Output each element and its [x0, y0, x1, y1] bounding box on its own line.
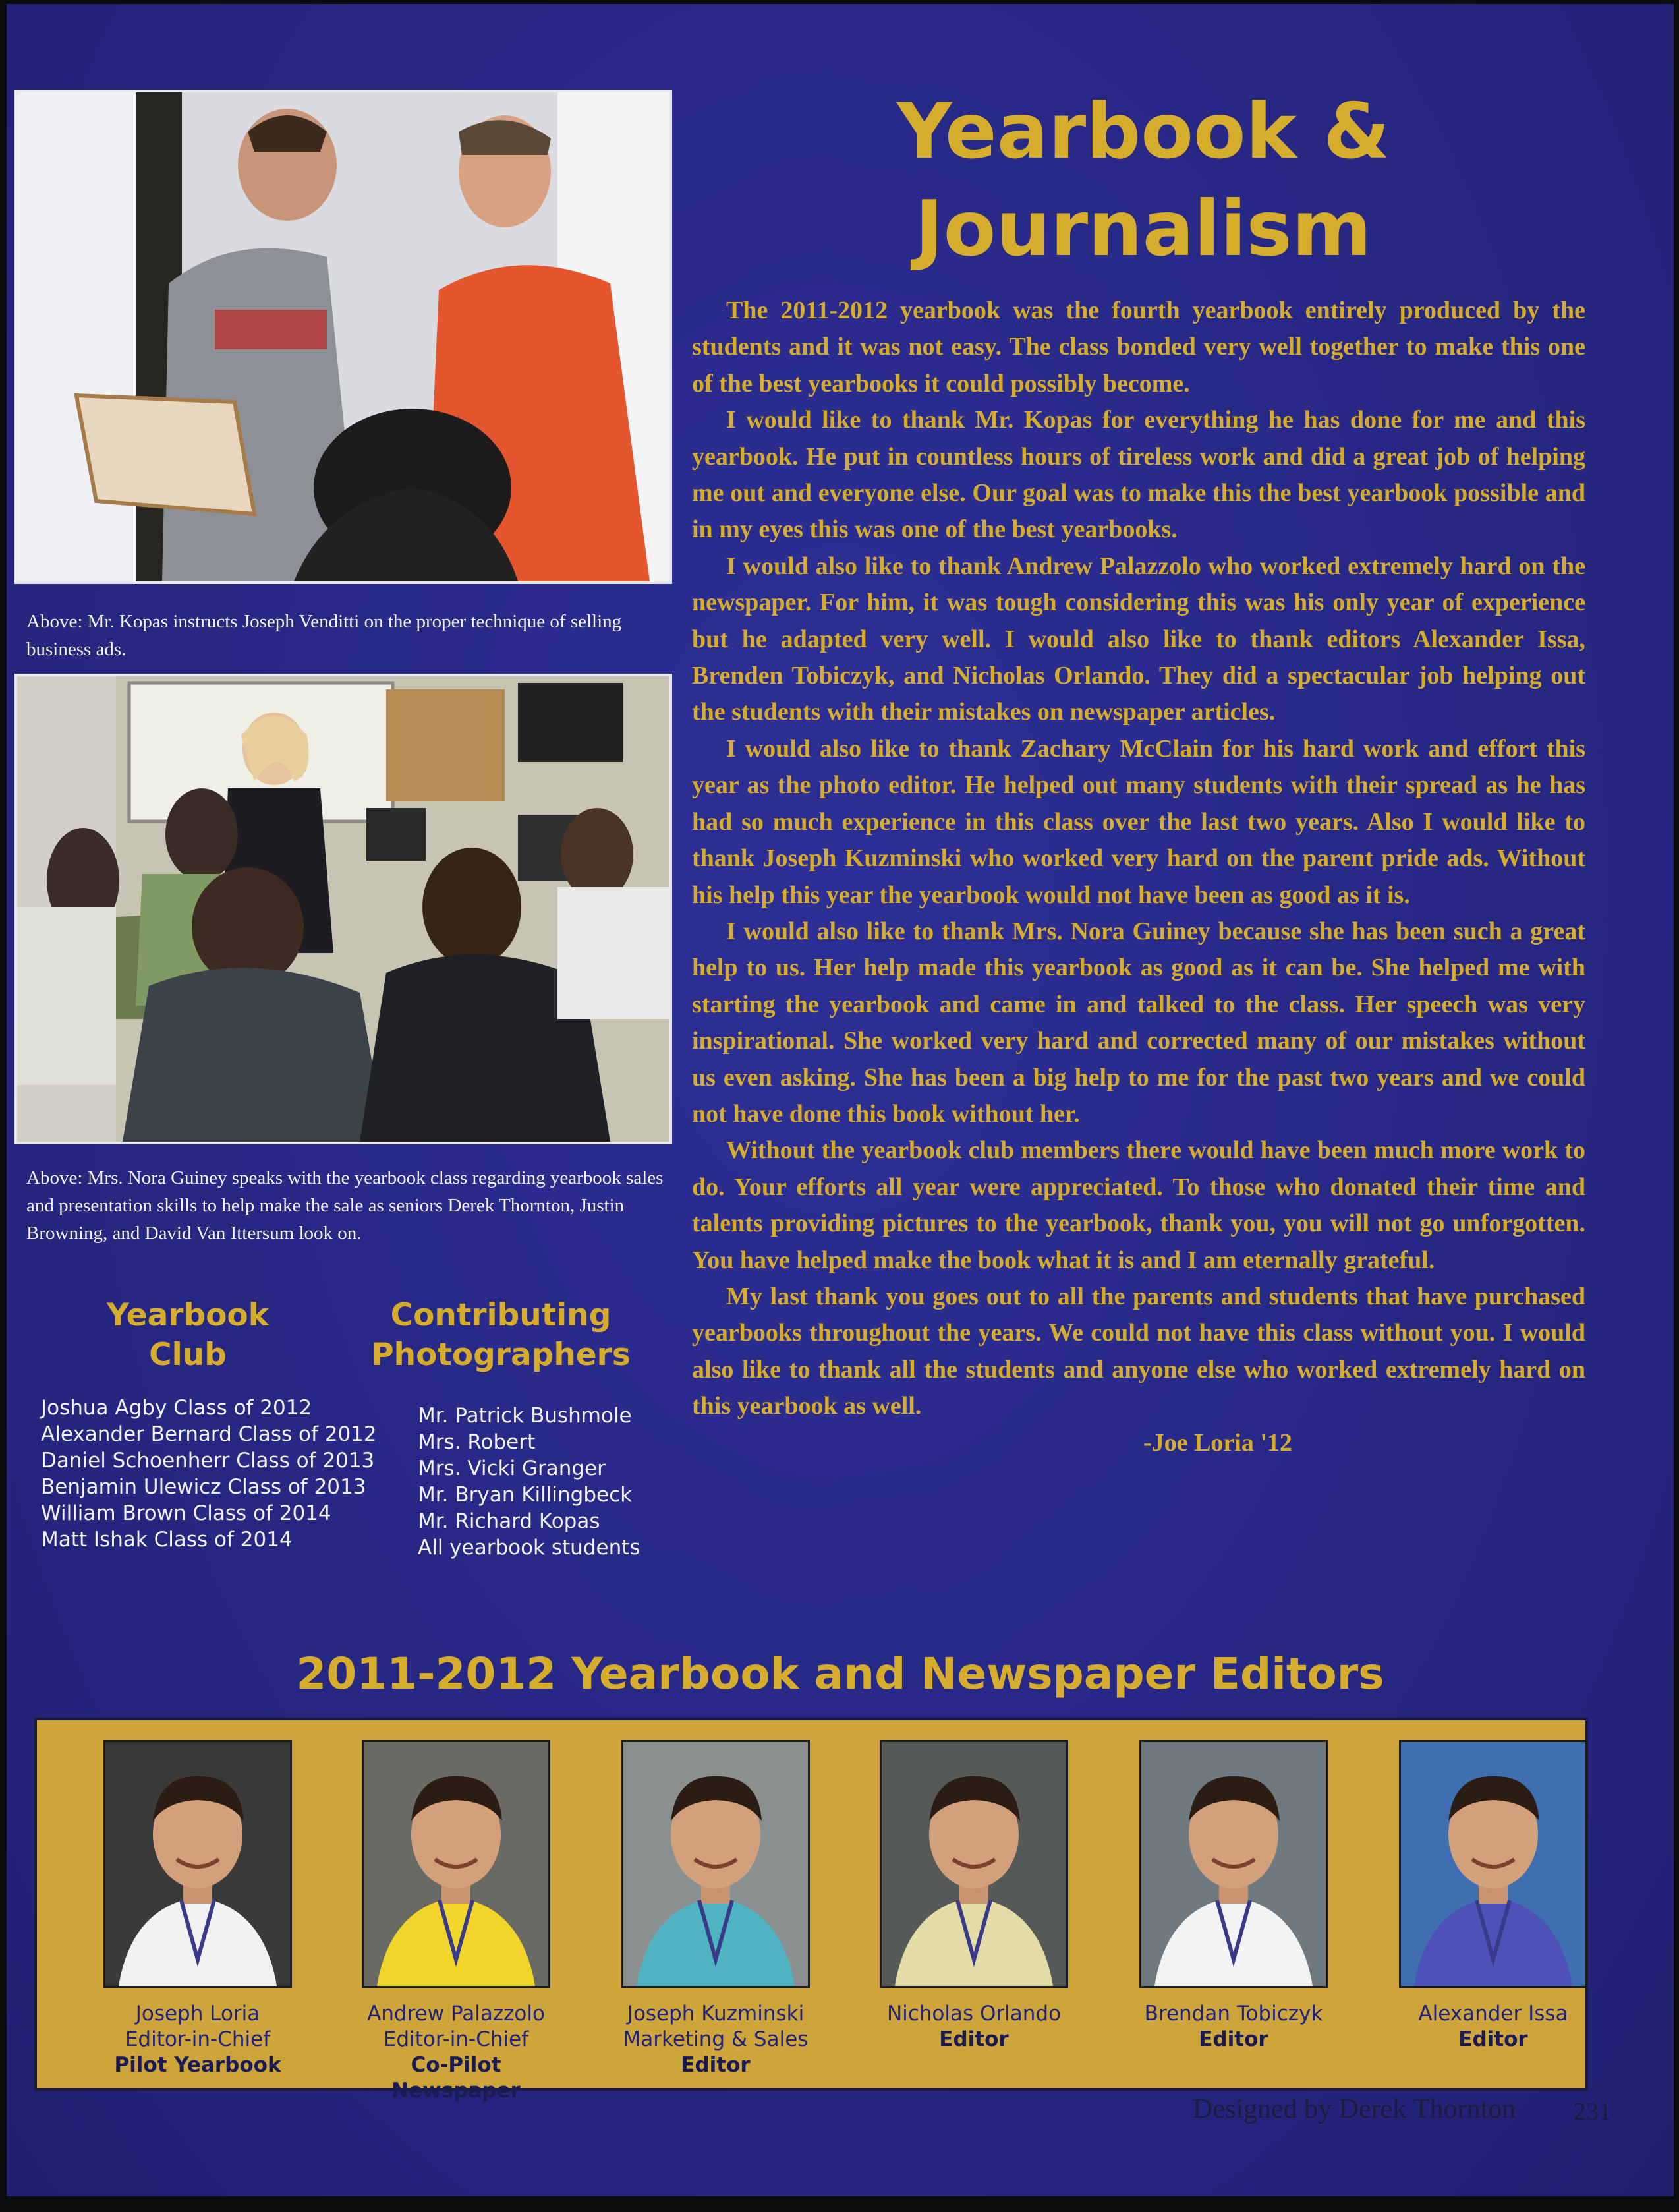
photo-2-caption: Above: Mrs. Nora Guiney speaks with the yearbook class regarding yearbook sales and presentation skills to help make the sale as seniors Derek Thornton, Justin Browning, and David Van Ittersum look on. [26, 1167, 664, 1244]
editor-role: Editor [1458, 2027, 1528, 2051]
list-item: Mr. Patrick Bushmole [418, 1404, 632, 1428]
editor-publication: Pilot Yearbook [114, 2053, 281, 2077]
photographers-heading-line2: Photographers [371, 1337, 631, 1373]
article-signature: -Joe Loria '12 [1143, 1428, 1292, 1457]
editor-name: Joseph Kuzminski [627, 2002, 805, 2025]
article-paragraph: My last thank you goes out to all the parents and students that have purchased yearbooks throughout the years. We could not have this class without you. I would also like to thank all the students and anyone else who worked extremely hard on this yearbook as well. [692, 1282, 1585, 1420]
list-item: Mr. Bryan Killingbeck [418, 1483, 633, 1507]
list-item: Mrs. Vicki Granger [418, 1457, 606, 1480]
editor-card [86, 1740, 310, 2078]
editor-role: Editor [1199, 2027, 1268, 2051]
yearbook-club-list [41, 1395, 397, 1553]
page-title [764, 83, 1522, 278]
editor-portrait [1399, 1740, 1587, 1988]
editor-card [862, 1740, 1086, 2052]
editor-name: Alexander Issa [1418, 2002, 1568, 2025]
page-title-line1: Yearbook & [896, 87, 1390, 176]
photo-guiney-class [14, 674, 672, 1144]
editor-card [604, 1740, 828, 2078]
photographers-list [418, 1403, 681, 1561]
article-body [692, 293, 1585, 1461]
photo-kopas-venditti [14, 90, 672, 584]
editor-name: Nicholas Orlando [886, 2002, 1062, 2025]
article-paragraph: The 2011-2012 yearbook was the fourth yearbook entirely produced by the students and it was not easy. The class bonded very well together to make this one of the best yearbooks it could possibly become. [692, 297, 1585, 397]
designer-credit: Designed by Derek Thornton [1193, 2094, 1516, 2124]
page-number: 231 [1574, 2098, 1611, 2126]
editor-portrait [880, 1740, 1068, 1988]
photographers-heading-line1: Contributing [390, 1297, 612, 1333]
editor-portrait [362, 1740, 550, 1988]
list-item: William Brown Class of 2014 [41, 1501, 331, 1525]
editor-portrait [103, 1740, 292, 1988]
photographers-heading [362, 1296, 639, 1375]
editors-band [34, 1718, 1588, 2103]
article-paragraph: I would also like to thank Andrew Palazzolo who worked extremely hard on the newspaper. For him, it was tough considering this was his only year of experience but he adapted very well. I would also like to thank editors Alexander Issa, Brenden Tobiczyk, and Nicholas Orlando. They did a spectacular job helping out the students with their mistakes on newspaper articles. [692, 552, 1585, 726]
editor-portrait [1139, 1740, 1328, 1988]
article-paragraph: I would also like to thank Zachary McClain for his hard work and effort this year as the photo editor. He helped out many students with their spread as he has had so much experience in this class over the last two years. Also I would like to thank Joseph Kuzminski who worked very hard on the parent pride ads. Without his help this year the yearbook would not have been as good as it is. [692, 734, 1585, 909]
list-item: Matt Ishak Class of 2014 [41, 1528, 293, 1552]
article-paragraph: Without the yearbook club members there would have been much more work to do. Your efforts all year were appreciated. To those who donated their time and talents providing pictures to the yearbook, thank you, you will not go unforgotten. You have helped make the book what it is and I am eternally grateful. [692, 1136, 1585, 1274]
editor-portrait [621, 1740, 810, 1988]
editor-name: Brendan Tobiczyk [1144, 2002, 1323, 2025]
editor-role: Editor-in-Chief [125, 2027, 271, 2051]
list-item: Mrs. Robert [418, 1430, 536, 1454]
editor-role: Editor [939, 2027, 1009, 2051]
editors-heading: 2011-2012 Yearbook and Newspaper Editors [296, 1648, 1384, 1699]
editor-role: Marketing & Sales [623, 2027, 809, 2051]
yearbook-club-heading [59, 1296, 316, 1375]
editor-publication: Editor [681, 2053, 751, 2077]
editor-name: Andrew Palazzolo [367, 2002, 545, 2025]
editor-card [1122, 1740, 1346, 2052]
list-item: Joshua Agby Class of 2012 [41, 1396, 312, 1420]
list-item: Benjamin Ulewicz Class of 2013 [41, 1475, 366, 1499]
editor-publication: Co-Pilot Newspaper [391, 2053, 521, 2103]
yearbook-club-heading-line2: Club [149, 1337, 227, 1373]
page-title-line2: Journalism [915, 185, 1372, 274]
article-paragraph: I would also like to thank Mrs. Nora Guiney because she has been such a great help to us. Her help made this yearbook as good as it can be. She helped me with starting the yearbook and came in and talked to the class. Her speech was very inspirational. She worked very hard and corrected many of our mistakes without us even asking. She has been a big help to me for the past two years and we could not have done this book without her. [692, 917, 1585, 1128]
list-item: Alexander Bernard Class of 2012 [41, 1422, 377, 1446]
list-item: Daniel Schoenherr Class of 2013 [41, 1449, 375, 1472]
yearbook-club-heading-line1: Yearbook [107, 1297, 269, 1333]
editor-role: Editor-in-Chief [383, 2027, 529, 2051]
list-item: All yearbook students [418, 1536, 640, 1559]
yearbook-page [7, 4, 1674, 2196]
photo-1-caption: Above: Mr. Kopas instructs Joseph Venditti on the proper technique of selling business ads. [26, 611, 622, 660]
list-item: Mr. Richard Kopas [418, 1509, 600, 1533]
editor-name: Joseph Loria [135, 2002, 260, 2025]
editor-card [1381, 1740, 1605, 2052]
article-paragraph: I would like to thank Mr. Kopas for everything he has done for me and this yearbook. He put in countless hours of tireless work and did a great job of helping me out and everyone else. Our goal was to make this the best yearbook possible and in my eyes this was one of the best yearbooks. [692, 406, 1585, 544]
editor-card [344, 1740, 568, 2104]
